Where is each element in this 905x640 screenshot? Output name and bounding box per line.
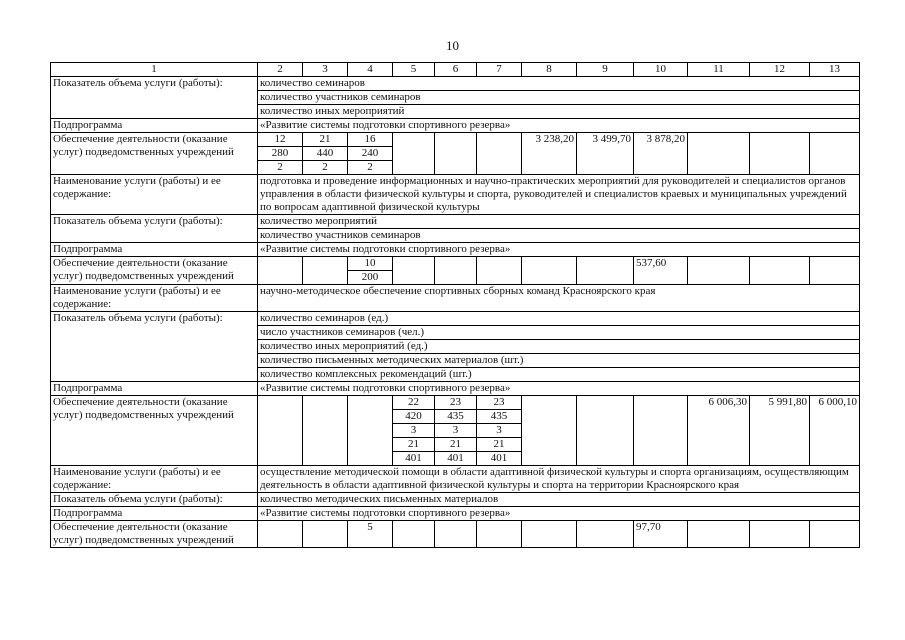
col-header: 9 (577, 63, 634, 77)
empty-cell (435, 257, 477, 285)
indicator-label: Показатель объема услуги (работы): (51, 77, 258, 119)
page-number: 10 (446, 38, 459, 53)
value-cell: 10 (348, 257, 393, 271)
indicator-item: число участников семинаров (чел.) (258, 326, 860, 340)
budget-table (50, 62, 860, 548)
indicator-label: Показатель объема услуги (работы): (51, 215, 258, 243)
value-cell: 401 (393, 452, 435, 466)
subprogram-label: Подпрограмма (51, 382, 258, 396)
subprogram-label: Подпрограмма (51, 507, 258, 521)
col-header: 10 (634, 63, 688, 77)
indicator-label: Показатель объема услуги (работы): (51, 312, 258, 382)
table-row (51, 119, 860, 133)
value-cell: 401 (477, 452, 522, 466)
indicator-item: количество семинаров (ед.) (258, 312, 860, 326)
value-cell: 537,60 (634, 257, 688, 285)
indicator-item: количество семинаров (258, 77, 860, 91)
value-cell: 21 (303, 133, 348, 147)
value-cell: 21 (435, 438, 477, 452)
empty-cell (810, 133, 860, 175)
col-header: 5 (393, 63, 435, 77)
service-name-text: научно-методическое обеспечение спортивных сборных команд Красноярского края (258, 285, 860, 312)
budget-table-sheet (50, 62, 860, 548)
table-row (51, 382, 860, 396)
empty-cell (393, 521, 435, 548)
subprogram-label: Подпрограмма (51, 119, 258, 133)
col-header: 13 (810, 63, 860, 77)
empty-cell (393, 257, 435, 285)
empty-cell (522, 521, 577, 548)
value-cell: 23 (477, 396, 522, 410)
value-cell: 5 991,80 (750, 396, 810, 466)
col-header: 7 (477, 63, 522, 77)
empty-cell (750, 257, 810, 285)
indicator-item: количество комплексных рекомендаций (шт.) (258, 368, 860, 382)
table-row (51, 133, 860, 147)
value-cell: 420 (393, 410, 435, 424)
col-header: 12 (750, 63, 810, 77)
value-cell: 2 (303, 161, 348, 175)
table-row (51, 285, 860, 312)
col-header: 1 (51, 63, 258, 77)
header-row (51, 63, 860, 77)
value-cell: 12 (258, 133, 303, 147)
empty-cell (393, 133, 435, 175)
empty-cell (810, 257, 860, 285)
empty-cell (477, 257, 522, 285)
value-cell: 5 (348, 521, 393, 548)
empty-cell (750, 521, 810, 548)
ops-label: Обеспечение деятельности (оказание услуг) подведомственных учреждений (51, 521, 258, 548)
service-name-label: Наименование услуги (работы) и ее содержание: (51, 175, 258, 215)
value-cell: 280 (258, 147, 303, 161)
value-cell: 6 006,30 (688, 396, 750, 466)
value-cell: 16 (348, 133, 393, 147)
table-row (51, 521, 860, 548)
empty-cell (688, 257, 750, 285)
ops-label: Обеспечение деятельности (оказание услуг) подведомственных учреждений (51, 133, 258, 175)
col-header: 4 (348, 63, 393, 77)
col-header: 6 (435, 63, 477, 77)
subprogram-name: «Развитие системы подготовки спортивного резерва» (258, 382, 860, 396)
value-cell: 2 (258, 161, 303, 175)
table-row (51, 312, 860, 326)
value-cell: 435 (477, 410, 522, 424)
empty-cell (258, 257, 303, 285)
empty-cell (348, 396, 393, 466)
empty-cell (688, 521, 750, 548)
indicator-item: количество иных мероприятий (ед.) (258, 340, 860, 354)
service-name-text: осуществление методической помощи в области адаптивной физической культуры и спорта организациям, осуществляющим деятельность в области адаптивной физической культуры и спорта на территории Красноярского края (258, 466, 860, 493)
empty-cell (303, 396, 348, 466)
value-cell: 2 (348, 161, 393, 175)
empty-cell (522, 396, 577, 466)
empty-cell (522, 257, 577, 285)
value-cell: 240 (348, 147, 393, 161)
value-cell: 97,70 (634, 521, 688, 548)
value-cell: 3 238,20 (522, 133, 577, 175)
value-cell: 3 (435, 424, 477, 438)
value-cell: 21 (477, 438, 522, 452)
subprogram-name: «Развитие системы подготовки спортивного резерва» (258, 243, 860, 257)
subprogram-name: «Развитие системы подготовки спортивного резерва» (258, 507, 860, 521)
indicator-label: Показатель объема услуги (работы): (51, 493, 258, 507)
value-cell: 3 878,20 (634, 133, 688, 175)
col-header: 8 (522, 63, 577, 77)
subprogram-name: «Развитие системы подготовки спортивного резерва» (258, 119, 860, 133)
value-cell: 440 (303, 147, 348, 161)
service-name-label: Наименование услуги (работы) и ее содержание: (51, 466, 258, 493)
value-cell: 22 (393, 396, 435, 410)
empty-cell (477, 521, 522, 548)
value-cell: 3 499,70 (577, 133, 634, 175)
empty-cell (688, 133, 750, 175)
indicator-item: количество участников семинаров (258, 91, 860, 105)
subprogram-label: Подпрограмма (51, 243, 258, 257)
empty-cell (435, 521, 477, 548)
indicator-item: количество участников семинаров (258, 229, 860, 243)
empty-cell (258, 396, 303, 466)
indicator-item: количество методических письменных материалов (258, 493, 860, 507)
empty-cell (577, 396, 634, 466)
table-row (51, 507, 860, 521)
value-cell: 401 (435, 452, 477, 466)
value-cell: 3 (477, 424, 522, 438)
indicator-item: количество иных мероприятий (258, 105, 860, 119)
empty-cell (477, 133, 522, 175)
table-row (51, 396, 860, 410)
col-header: 3 (303, 63, 348, 77)
value-cell: 23 (435, 396, 477, 410)
value-cell: 3 (393, 424, 435, 438)
empty-cell (577, 521, 634, 548)
empty-cell (435, 133, 477, 175)
table-row (51, 215, 860, 229)
indicator-item: количество мероприятий (258, 215, 860, 229)
table-row (51, 243, 860, 257)
value-cell: 200 (348, 271, 393, 285)
empty-cell (258, 521, 303, 548)
empty-cell (810, 521, 860, 548)
indicator-item: количество письменных методических материалов (шт.) (258, 354, 860, 368)
empty-cell (303, 257, 348, 285)
table-row (51, 175, 860, 215)
value-cell: 6 000,10 (810, 396, 860, 466)
table-row (51, 466, 860, 493)
value-cell: 21 (393, 438, 435, 452)
value-cell: 435 (435, 410, 477, 424)
table-row (51, 493, 860, 507)
empty-cell (750, 133, 810, 175)
table-row (51, 77, 860, 91)
ops-label: Обеспечение деятельности (оказание услуг) подведомственных учреждений (51, 396, 258, 466)
col-header: 2 (258, 63, 303, 77)
empty-cell (303, 521, 348, 548)
table-row (51, 257, 860, 271)
ops-label: Обеспечение деятельности (оказание услуг) подведомственных учреждений (51, 257, 258, 285)
col-header: 11 (688, 63, 750, 77)
service-name-label: Наименование услуги (работы) и ее содержание: (51, 285, 258, 312)
service-name-text: подготовка и проведение информационных и научно-практических мероприятий для руководителей и специалистов органов управления в области физической культуры и спорта, руководителей и специалистов краевых и муниципальных учреждений по вопросам адаптивной физической культуры (258, 175, 860, 215)
empty-cell (634, 396, 688, 466)
empty-cell (577, 257, 634, 285)
